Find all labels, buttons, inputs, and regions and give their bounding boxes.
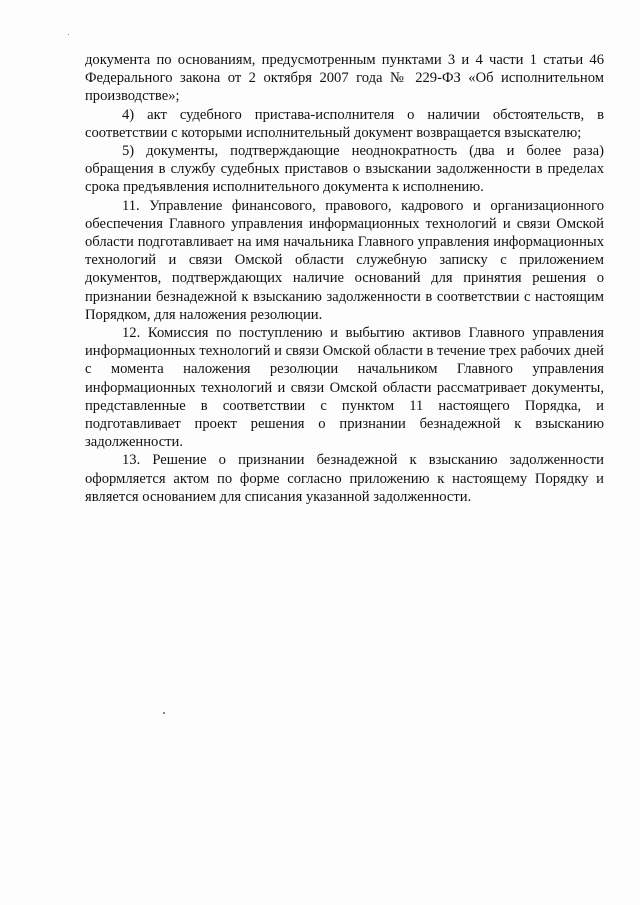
paragraph-continuation: документа по основаниям, предусмотренным пунктами 3 и 4 части 1 статьи 46 Федерального закона от 2 октября 2007 года № 229-ФЗ «Об исполнительном производстве»; <box>85 52 604 105</box>
paragraph-item-5: 5) документы, подтверждающие неоднократность (два и более раза) обращения в службу судебных приставов о взыскании задолженности в пределах срока предъявления исполнительного документа к исполнению. <box>85 143 604 196</box>
document-body <box>85 51 604 506</box>
paragraph-13: 13. Решение о признании безнадежной к взысканию задолженности оформляется актом по форме согласно приложению к настоящему Порядку и является основанием для списания указанной задолженности. <box>85 452 604 505</box>
paragraph-item-4: 4) акт судебного пристава-исполнителя о наличии обстоятельств, в соответствии с которыми исполнительный документ возвращается взыскателю; <box>85 106 604 141</box>
paragraph-11: 11. Управление финансового, правового, кадрового и организационного обеспечения Главного управления информационных технологий и связи Омской области подготавливает на имя начальника Главного управления информационных технологий и связи Омской области служебную записку с приложением документов, подтверждающих наличие оснований для принятия решения о признании безнадежной к взысканию задолженности в соответствии с настоящим Порядком, для наложения резолюции. <box>85 197 604 323</box>
scan-speck <box>163 712 165 714</box>
paragraph-12: 12. Комиссия по поступлению и выбытию активов Главного управления информационных технологий и связи Омской области в течение трех рабочих дней с момента наложения резолюции начальником Главного управления информационных технологий и связи Омской области рассматривает документы, представленные в соответствии с пунктом 11 настоящего Порядка, и подготавливает проект решения о признании безнадежной к взысканию задолженности. <box>85 325 604 451</box>
scan-speck <box>68 34 69 35</box>
